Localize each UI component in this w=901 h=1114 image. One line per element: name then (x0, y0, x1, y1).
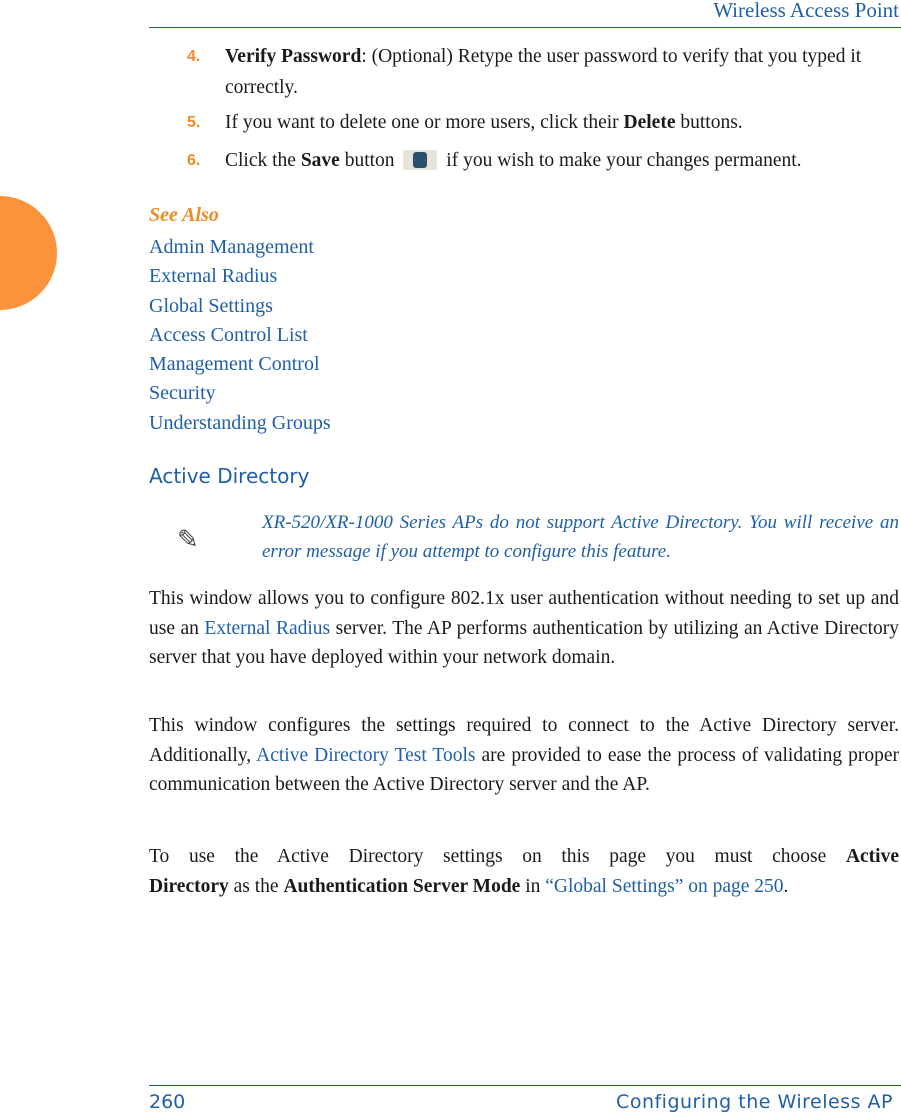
section-heading: Active Directory (149, 464, 310, 488)
paragraph-requirement-line1 (149, 842, 899, 872)
paragraph-term: Active (845, 846, 899, 867)
paragraph-text: To use the Active Directory settings on this page you must choose (149, 846, 827, 867)
step-text: : (Optional) Retype the user password to verify that you typed it correctly. (225, 46, 862, 98)
step-text: If you want to delete one or more users, click their (225, 112, 624, 133)
save-icon (403, 150, 437, 170)
paragraph-settings (149, 711, 899, 800)
external-radius-link[interactable]: External Radius (204, 617, 331, 639)
paragraph-term: Authentication Server Mode (283, 876, 521, 897)
paragraph-text: This window configures the settings required to connect to the Active Directory server. Additionally, (149, 715, 899, 766)
active-directory-test-tools-link[interactable]: Active Directory Test Tools (256, 744, 476, 766)
step-text: button (339, 150, 400, 171)
see-also-title: See Also (149, 204, 219, 226)
step-text: Click the (225, 150, 301, 171)
step-term: Save (300, 150, 340, 171)
chapter-tab (0, 196, 57, 310)
see-also-link-security[interactable]: Security (149, 382, 216, 405)
global-settings-page-link[interactable]: “Global Settings” on page 250 (545, 876, 784, 897)
note-text: XR-520/XR-1000 Series APs do not support Active Directory. You will receive an error message if you attempt to configure this feature. (262, 512, 899, 562)
paragraph-intro (149, 584, 899, 673)
see-also-link-access-control-list[interactable]: Access Control List (149, 323, 308, 346)
footer-rule (149, 1085, 901, 1086)
step-5 (149, 107, 899, 138)
paragraph-text: are provided to ease the process of validating proper communication between the Active Directory server and the AP. (149, 744, 899, 795)
paragraph-term: Directory (149, 876, 229, 897)
step-number: 4. (187, 48, 201, 65)
see-also-link-understanding-groups[interactable]: Understanding Groups (149, 411, 331, 434)
paragraph-text: in (520, 876, 546, 897)
step-6 (149, 145, 899, 176)
see-also-list (149, 233, 331, 438)
paragraph-text: as the (228, 876, 284, 897)
step-term: Verify Password (225, 46, 362, 67)
running-footer: Configuring the Wireless AP (616, 1091, 893, 1113)
step-text: if you wish to make your changes permanent. (441, 150, 802, 171)
step-text: buttons. (675, 112, 743, 133)
paragraph-text: . (783, 876, 789, 897)
paragraph-text: server. The AP performs authentication by utilizing an Active Directory server that you have deployed within your network domain. (149, 617, 899, 668)
page-number: 260 (149, 1091, 186, 1113)
paragraph-text: This window allows you to configure 802.1x user authentication without needing to set up and use an (149, 588, 899, 639)
see-also-link-admin-management[interactable]: Admin Management (149, 236, 314, 258)
running-header: Wireless Access Point (713, 0, 899, 22)
see-also-link-management-control[interactable]: Management Control (149, 353, 320, 376)
step-4 (149, 41, 899, 103)
step-number: 5. (187, 114, 201, 131)
pencil-icon: ✎ (177, 525, 199, 555)
see-also-link-external-radius[interactable]: External Radius (149, 265, 278, 288)
paragraph-requirement-line2 (149, 872, 899, 902)
see-also-link-global-settings[interactable]: Global Settings (149, 294, 273, 317)
step-number: 6. (187, 152, 201, 169)
step-term: Delete (623, 112, 676, 133)
header-rule (149, 27, 901, 28)
